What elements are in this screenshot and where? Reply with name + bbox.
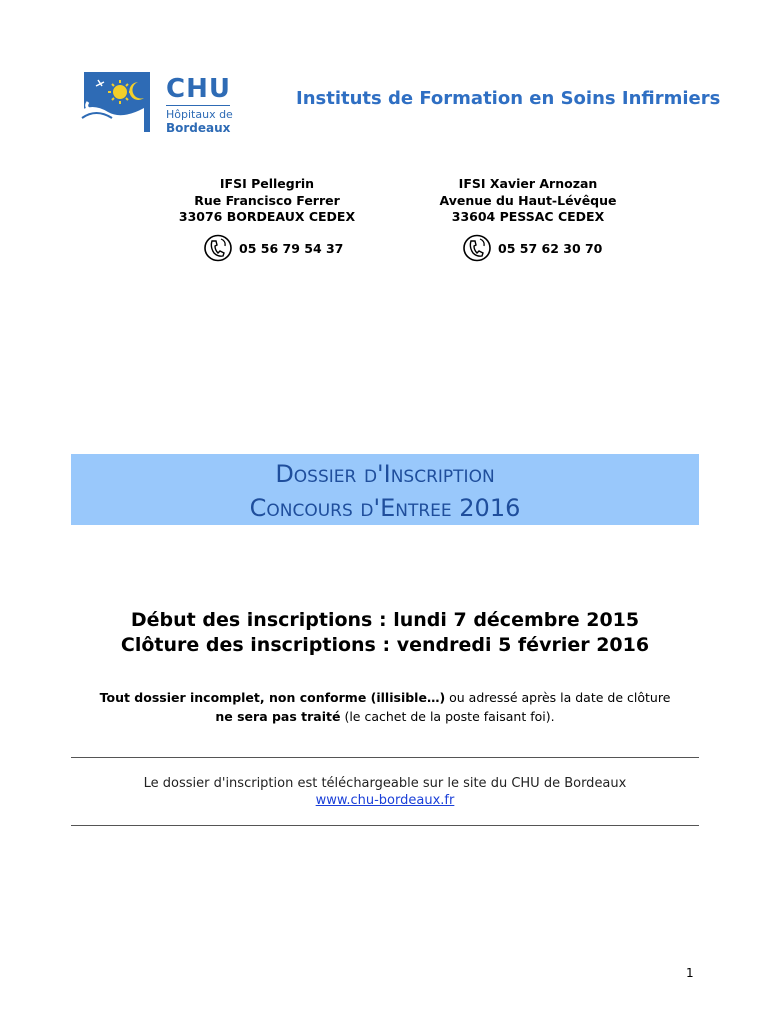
address-city: 33604 PESSAC CEDEX xyxy=(451,209,605,224)
banner-subtitle: Concours d'Entree 2016 xyxy=(249,494,521,522)
address-block-arnozan xyxy=(408,176,648,226)
phone-arnozan xyxy=(462,233,602,263)
address-name: IFSI Xavier Arnozan xyxy=(458,176,598,191)
download-notice xyxy=(0,775,770,809)
chu-emblem-icon xyxy=(78,72,152,138)
phone-number: 05 56 79 54 37 xyxy=(239,240,344,256)
warning-bold: Tout dossier incomplet, non conforme (illisible…) xyxy=(99,690,446,705)
banner-title: Dossier d'Inscription xyxy=(275,460,495,488)
warning-text: (le cachet de la poste faisant foi). xyxy=(340,709,555,724)
page-number: 1 xyxy=(686,966,694,980)
warning-notice xyxy=(0,688,770,726)
phone-number: 05 57 62 30 70 xyxy=(498,240,603,256)
warning-line-2 xyxy=(0,707,770,726)
telephone-icon xyxy=(462,233,494,263)
warning-text: ou adressé après la date de clôture xyxy=(445,690,671,705)
download-text: Le dossier d'inscription est téléchargeable sur le site du CHU de Bordeaux xyxy=(143,776,627,791)
logo-city: Bordeaux xyxy=(166,121,231,135)
logo-divider xyxy=(166,105,230,106)
warning-line-1 xyxy=(0,688,770,707)
address-city: 33076 BORDEAUX CEDEX xyxy=(178,209,356,224)
address-name: IFSI Pellegrin xyxy=(219,176,315,191)
address-street: Avenue du Haut-Lévêque xyxy=(439,192,617,208)
telephone-icon xyxy=(203,233,235,263)
title-banner xyxy=(71,454,699,525)
address-street: Rue Francisco Ferrer xyxy=(194,192,340,208)
website-link[interactable]: www.chu-bordeaux.fr xyxy=(315,793,455,808)
phone-pellegrin xyxy=(203,233,343,263)
divider xyxy=(71,757,699,758)
page-title: Instituts de Formation en Soins Infirmiers xyxy=(296,88,721,109)
registration-start: Début des inscriptions : lundi 7 décembre 2015 xyxy=(130,609,640,631)
warning-bold: ne sera pas traité xyxy=(215,709,341,724)
address-block-pellegrin xyxy=(147,176,387,226)
logo-brand: CHU xyxy=(166,74,231,104)
chu-logo xyxy=(78,72,238,142)
registration-end: Clôture des inscriptions : vendredi 5 février 2016 xyxy=(120,634,650,656)
divider xyxy=(71,825,699,826)
logo-subtitle: Hôpitaux de xyxy=(166,108,233,121)
